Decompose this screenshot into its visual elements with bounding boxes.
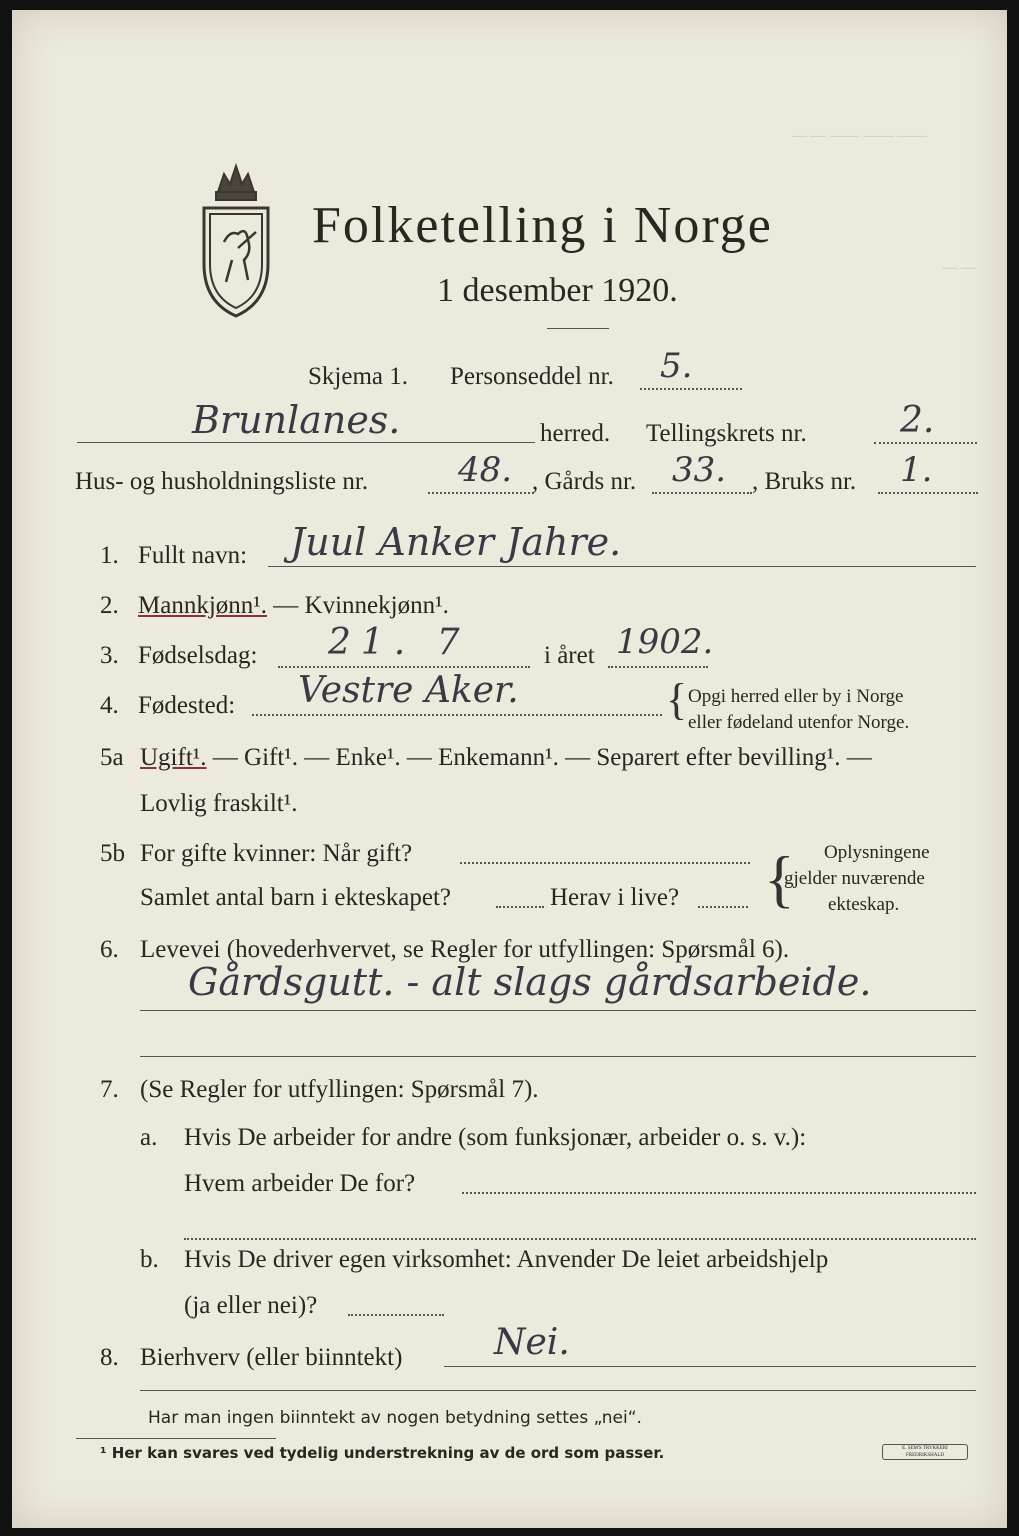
bleed-through-text: ― ― ―― ―― ―― xyxy=(792,128,927,144)
q6-field-line-2 xyxy=(140,1056,976,1057)
q4-note-line1: Opgi herred eller by i Norge xyxy=(688,686,904,707)
q1-full-name-label: Fullt navn: xyxy=(138,542,248,569)
q7b-label: Hvis De driver egen virksomhet: Anvender De leiet arbeidshjelp xyxy=(184,1246,829,1273)
q2-male-option[interactable]: Mannkjønn¹. xyxy=(138,592,268,619)
q4-birthplace-label: Fødested: xyxy=(138,692,236,719)
q4-number: 4. xyxy=(100,692,119,719)
q5a-marital-status xyxy=(140,744,872,772)
q6-field-line-1 xyxy=(140,1010,976,1011)
q6-occupation-label: Levevei (hovederhvervet, se Regler for utfyllingen: Spørsmål 6). xyxy=(140,936,790,963)
herred-label: herred. xyxy=(540,420,611,447)
farm-number-value[interactable]: 33. xyxy=(672,450,727,490)
printer-stamp: E. SEM'S TRYKKERI FREDRIKSHALD xyxy=(882,1444,968,1460)
q5a-divorced-option: Lovlig fraskilt¹. xyxy=(140,790,298,817)
q8-side-income-label: Bierhverv (eller biinntekt) xyxy=(140,1344,403,1371)
q1-field-line xyxy=(268,566,976,567)
q2-other-options: — Kvinnekjønn¹. xyxy=(267,592,449,619)
personseddel-field-line xyxy=(640,388,742,390)
q8-number: 8. xyxy=(100,1344,119,1371)
census-form-sheet xyxy=(12,10,1007,1528)
q8-field-line-2 xyxy=(140,1390,976,1391)
personseddel-label: Personseddel nr. xyxy=(450,363,614,390)
q5a-number: 5a xyxy=(100,744,124,771)
q7b-hired-help-field-line xyxy=(348,1314,444,1316)
q3-year-value[interactable]: 1902. xyxy=(616,622,714,662)
household-list-label: Hus- og husholdningsliste nr. xyxy=(75,468,369,495)
q3-birthdate-value[interactable]: 21. 7 xyxy=(328,622,470,663)
q3-year-label: i året xyxy=(544,642,595,669)
form-title: Folketelling i Norge xyxy=(312,197,773,254)
herred-value[interactable]: Brunlanes. xyxy=(192,398,401,442)
herred-field-line xyxy=(77,442,535,443)
q7b-letter: b. xyxy=(140,1246,159,1273)
q8-field-line xyxy=(444,1366,976,1367)
household-list-value[interactable]: 48. xyxy=(458,450,513,490)
schema-label: Skjema 1. xyxy=(308,363,408,390)
q3-birthdate-field-line xyxy=(278,666,530,668)
form-date: 1 desember 1920. xyxy=(437,272,678,309)
q2-number: 2. xyxy=(100,592,119,619)
q5b-children-field-line xyxy=(496,906,544,908)
q3-number: 3. xyxy=(100,642,119,669)
q7a-letter: a. xyxy=(140,1124,158,1151)
q2-gender xyxy=(138,592,449,620)
bruks-number-field-line xyxy=(878,492,978,494)
footnote: ¹ Her kan svares ved tydelig understrekning av de ord som passer. xyxy=(100,1444,665,1462)
title-divider xyxy=(547,328,609,329)
q5b-when-married-label: For gifte kvinner: Når gift? xyxy=(140,840,413,867)
q7a-employer-field-line-2 xyxy=(184,1238,976,1240)
q7-label: (Se Regler for utfyllingen: Spørsmål 7). xyxy=(140,1076,539,1103)
tellingskrets-label: Tellingskrets nr. xyxy=(646,420,807,447)
farm-number-field-line xyxy=(652,492,752,494)
q4-note-brace: { xyxy=(666,675,688,724)
q7-number: 7. xyxy=(100,1076,119,1103)
bruks-number-label: , Bruks nr. xyxy=(752,468,857,495)
q5a-unmarried-option[interactable]: Ugift¹. xyxy=(140,744,207,771)
q4-birthplace-field-line xyxy=(252,714,662,716)
q5b-alive-field-line xyxy=(698,906,748,908)
q1-full-name-value[interactable]: Juul Anker Jahre. xyxy=(290,520,622,564)
q6-occupation-value[interactable]: Gårdsgutt. - alt slags gårdsarbeide. xyxy=(188,960,872,1004)
q4-birthplace-value[interactable]: Vestre Aker. xyxy=(298,670,519,711)
q5b-alive-label: Herav i live? xyxy=(550,884,680,911)
q3-year-field-line xyxy=(608,666,708,668)
farm-number-label: , Gårds nr. xyxy=(532,468,637,495)
q5a-other-options: — Gift¹. — Enke¹. — Enkemann¹. — Separert efter bevilling¹. — xyxy=(206,744,872,771)
q7a-label: Hvis De arbeider for andre (som funksjonær, arbeider o. s. v.): xyxy=(184,1124,807,1151)
tellingskrets-value[interactable]: 2. xyxy=(900,400,935,441)
q5b-note-line2: gjelder nuværende xyxy=(784,868,925,889)
footnote-divider xyxy=(76,1438,276,1439)
tellingskrets-field-line xyxy=(874,442,977,444)
q3-birthdate-label: Fødselsdag: xyxy=(138,642,258,669)
q8-side-income-value[interactable]: Nei. xyxy=(494,1322,570,1363)
q5b-note-line3: ekteskap. xyxy=(828,894,900,915)
q5b-note-brace: { xyxy=(764,843,795,914)
q5b-children-label: Samlet antal barn i ekteskapet? xyxy=(140,884,451,911)
personseddel-value[interactable]: 5. xyxy=(660,346,693,386)
bleed-through-text: ― ― xyxy=(942,260,976,276)
q1-number: 1. xyxy=(100,542,119,569)
coat-of-arms-icon xyxy=(196,152,276,320)
q5b-when-married-field-line xyxy=(460,862,750,864)
household-list-field-line xyxy=(428,492,534,494)
bruks-number-value[interactable]: 1. xyxy=(900,450,933,490)
q5b-number: 5b xyxy=(100,840,125,867)
q6-number: 6. xyxy=(100,936,119,963)
q7a-employer-label: Hvem arbeider De for? xyxy=(184,1170,416,1197)
q4-note-line2: eller fødeland utenfor Norge. xyxy=(688,712,910,733)
footer-note: Har man ingen biinntekt av nogen betydning settes „nei“. xyxy=(148,1408,642,1428)
q7b-hired-help-label: (ja eller nei)? xyxy=(184,1292,318,1319)
q7a-employer-field-line xyxy=(462,1192,976,1194)
q5b-note-line1: Oplysningene xyxy=(824,842,930,863)
